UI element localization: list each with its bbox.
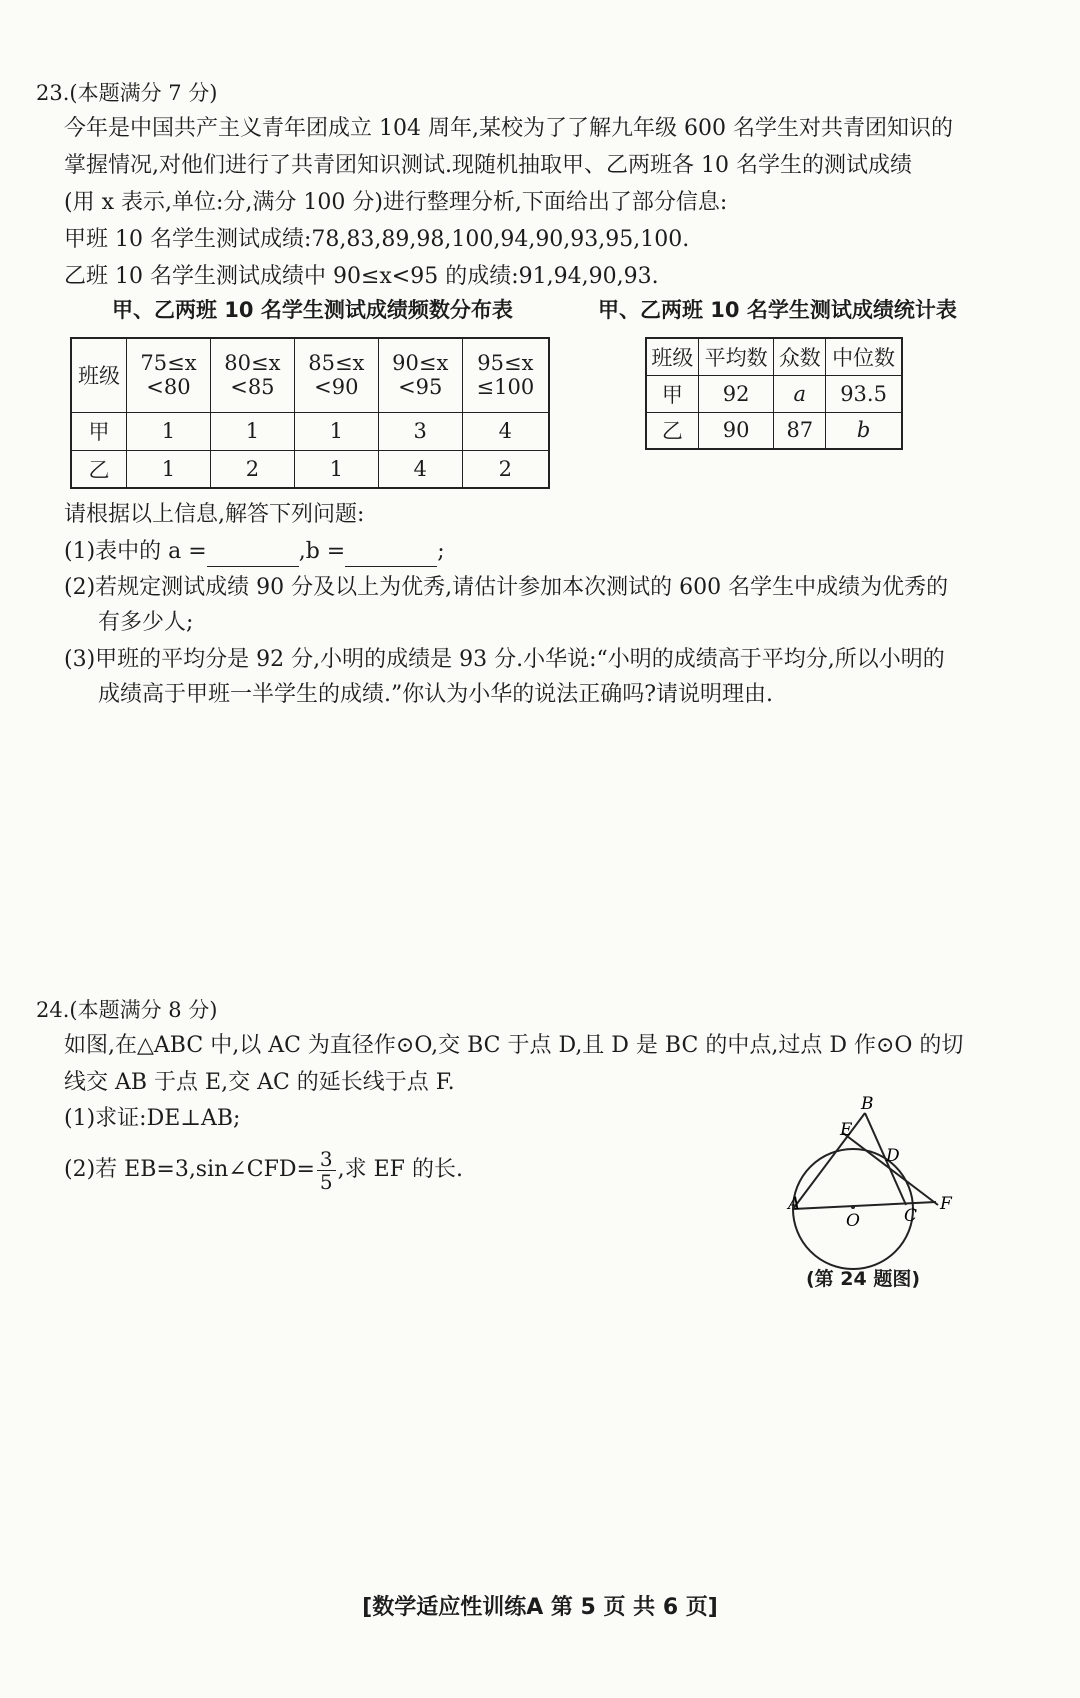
q23-intro-line-2: 掌握情况,对他们进行了共青团知识测试.现随机抽取甲、乙两班各 10 名学生的测试成绩 (64, 153, 912, 178)
label-f: F (940, 1194, 952, 1214)
page-footer: [数学适应性训练A 第 5 页 共 6 页] (362, 1595, 718, 1620)
q23-class-a-scores: 甲班 10 名学生测试成绩:78,83,89,98,100,94,90,93,95,100. (64, 227, 690, 252)
center-point (851, 1205, 855, 1209)
tangent-ef (843, 1133, 938, 1205)
freq-range-4: 90≤x <95 (378, 338, 462, 412)
q23-intro-line-3: (用 x 表示,单位:分,满分 100 分)进行整理分析,下面给出了部分信息: (64, 190, 728, 215)
q24-part2: (2)若 EB=3,sin∠CFD= $\frac{3}{5}$ ,求 EF 的长. (64, 1146, 463, 1194)
answer-blank-b[interactable] (345, 544, 437, 567)
freq-row-a: 甲 1 1 1 3 4 (71, 412, 549, 450)
answer-blank-a[interactable] (207, 544, 299, 567)
q23-part2-line-1: (2)若规定测试成绩 90 分及以上为优秀,请估计参加本次测试的 600 名学生中成绩为优秀的 (64, 575, 949, 600)
stat-table-title: 甲、乙两班 10 名学生测试成绩统计表 (598, 298, 957, 322)
label-c: C (904, 1206, 918, 1226)
statistics-table: 班级 平均数 众数 中位数 甲 92 a 93.5 乙 90 87 b (645, 337, 903, 450)
label-d: D (886, 1146, 900, 1166)
frequency-table (70, 337, 550, 489)
fraction-three-fifths: $\frac{3}{5}$ (317, 1148, 336, 1193)
q23-part3-line-2: 成绩高于甲班一半学生的成绩.”你认为小华的说法正确吗?请说明理由. (98, 682, 774, 707)
q24-intro-line-1: 如图,在△ABC 中,以 AC 为直径作⊙O,交 BC 于点 D,且 D 是 BC 的中点,过点 D 作⊙O 的切 (64, 1033, 964, 1058)
q23-part2-line-2: 有多少人; (98, 610, 194, 635)
stat-row-a: 甲 92 a 93.5 (646, 375, 902, 412)
q23-part1: (1)表中的 a = ,b = ; (64, 537, 445, 567)
q24-heading: 24.(本题满分 8 分) (36, 998, 218, 1022)
q24-part1: (1)求证:DE⊥AB; (64, 1106, 241, 1131)
freq-range-5: 95≤x ≤100 (462, 338, 549, 412)
q23-class-b-scores: 乙班 10 名学生测试成绩中 90≤x<95 的成绩:91,94,90,93. (64, 264, 659, 289)
label-o: O (846, 1211, 860, 1231)
freq-header-class: 班级 (71, 338, 127, 412)
freq-range-3: 85≤x <90 (294, 338, 378, 412)
figure-caption: (第 24 题图) (806, 1268, 921, 1290)
label-b: B (861, 1095, 874, 1114)
segment-ab (793, 1113, 865, 1209)
freq-table-title: 甲、乙两班 10 名学生测试成绩频数分布表 (112, 298, 513, 322)
q23-heading: 23.(本题满分 7 分) (36, 81, 218, 105)
freq-range-1: 75≤x <80 (127, 338, 211, 412)
label-a: A (788, 1194, 801, 1214)
q24-intro-line-2: 线交 AB 于点 E,交 AC 的延长线于点 F. (64, 1070, 455, 1095)
label-e: E (840, 1120, 853, 1140)
stat-row-b: 乙 90 87 b (646, 412, 902, 449)
q23-intro-line-1: 今年是中国共产主义青年团成立 104 周年,某校为了了解九年级 600 名学生对共青团知识的 (64, 116, 953, 141)
freq-range-2: 80≤x <85 (210, 338, 294, 412)
q23-prompt: 请根据以上信息,解答下列问题: (64, 502, 365, 527)
freq-row-b: 乙 1 2 1 4 2 (71, 450, 549, 488)
q23-part3-line-1: (3)甲班的平均分是 92 分,小明的成绩是 93 分.小华说:“小明的成绩高于平均分,所以小明的 (64, 647, 945, 672)
